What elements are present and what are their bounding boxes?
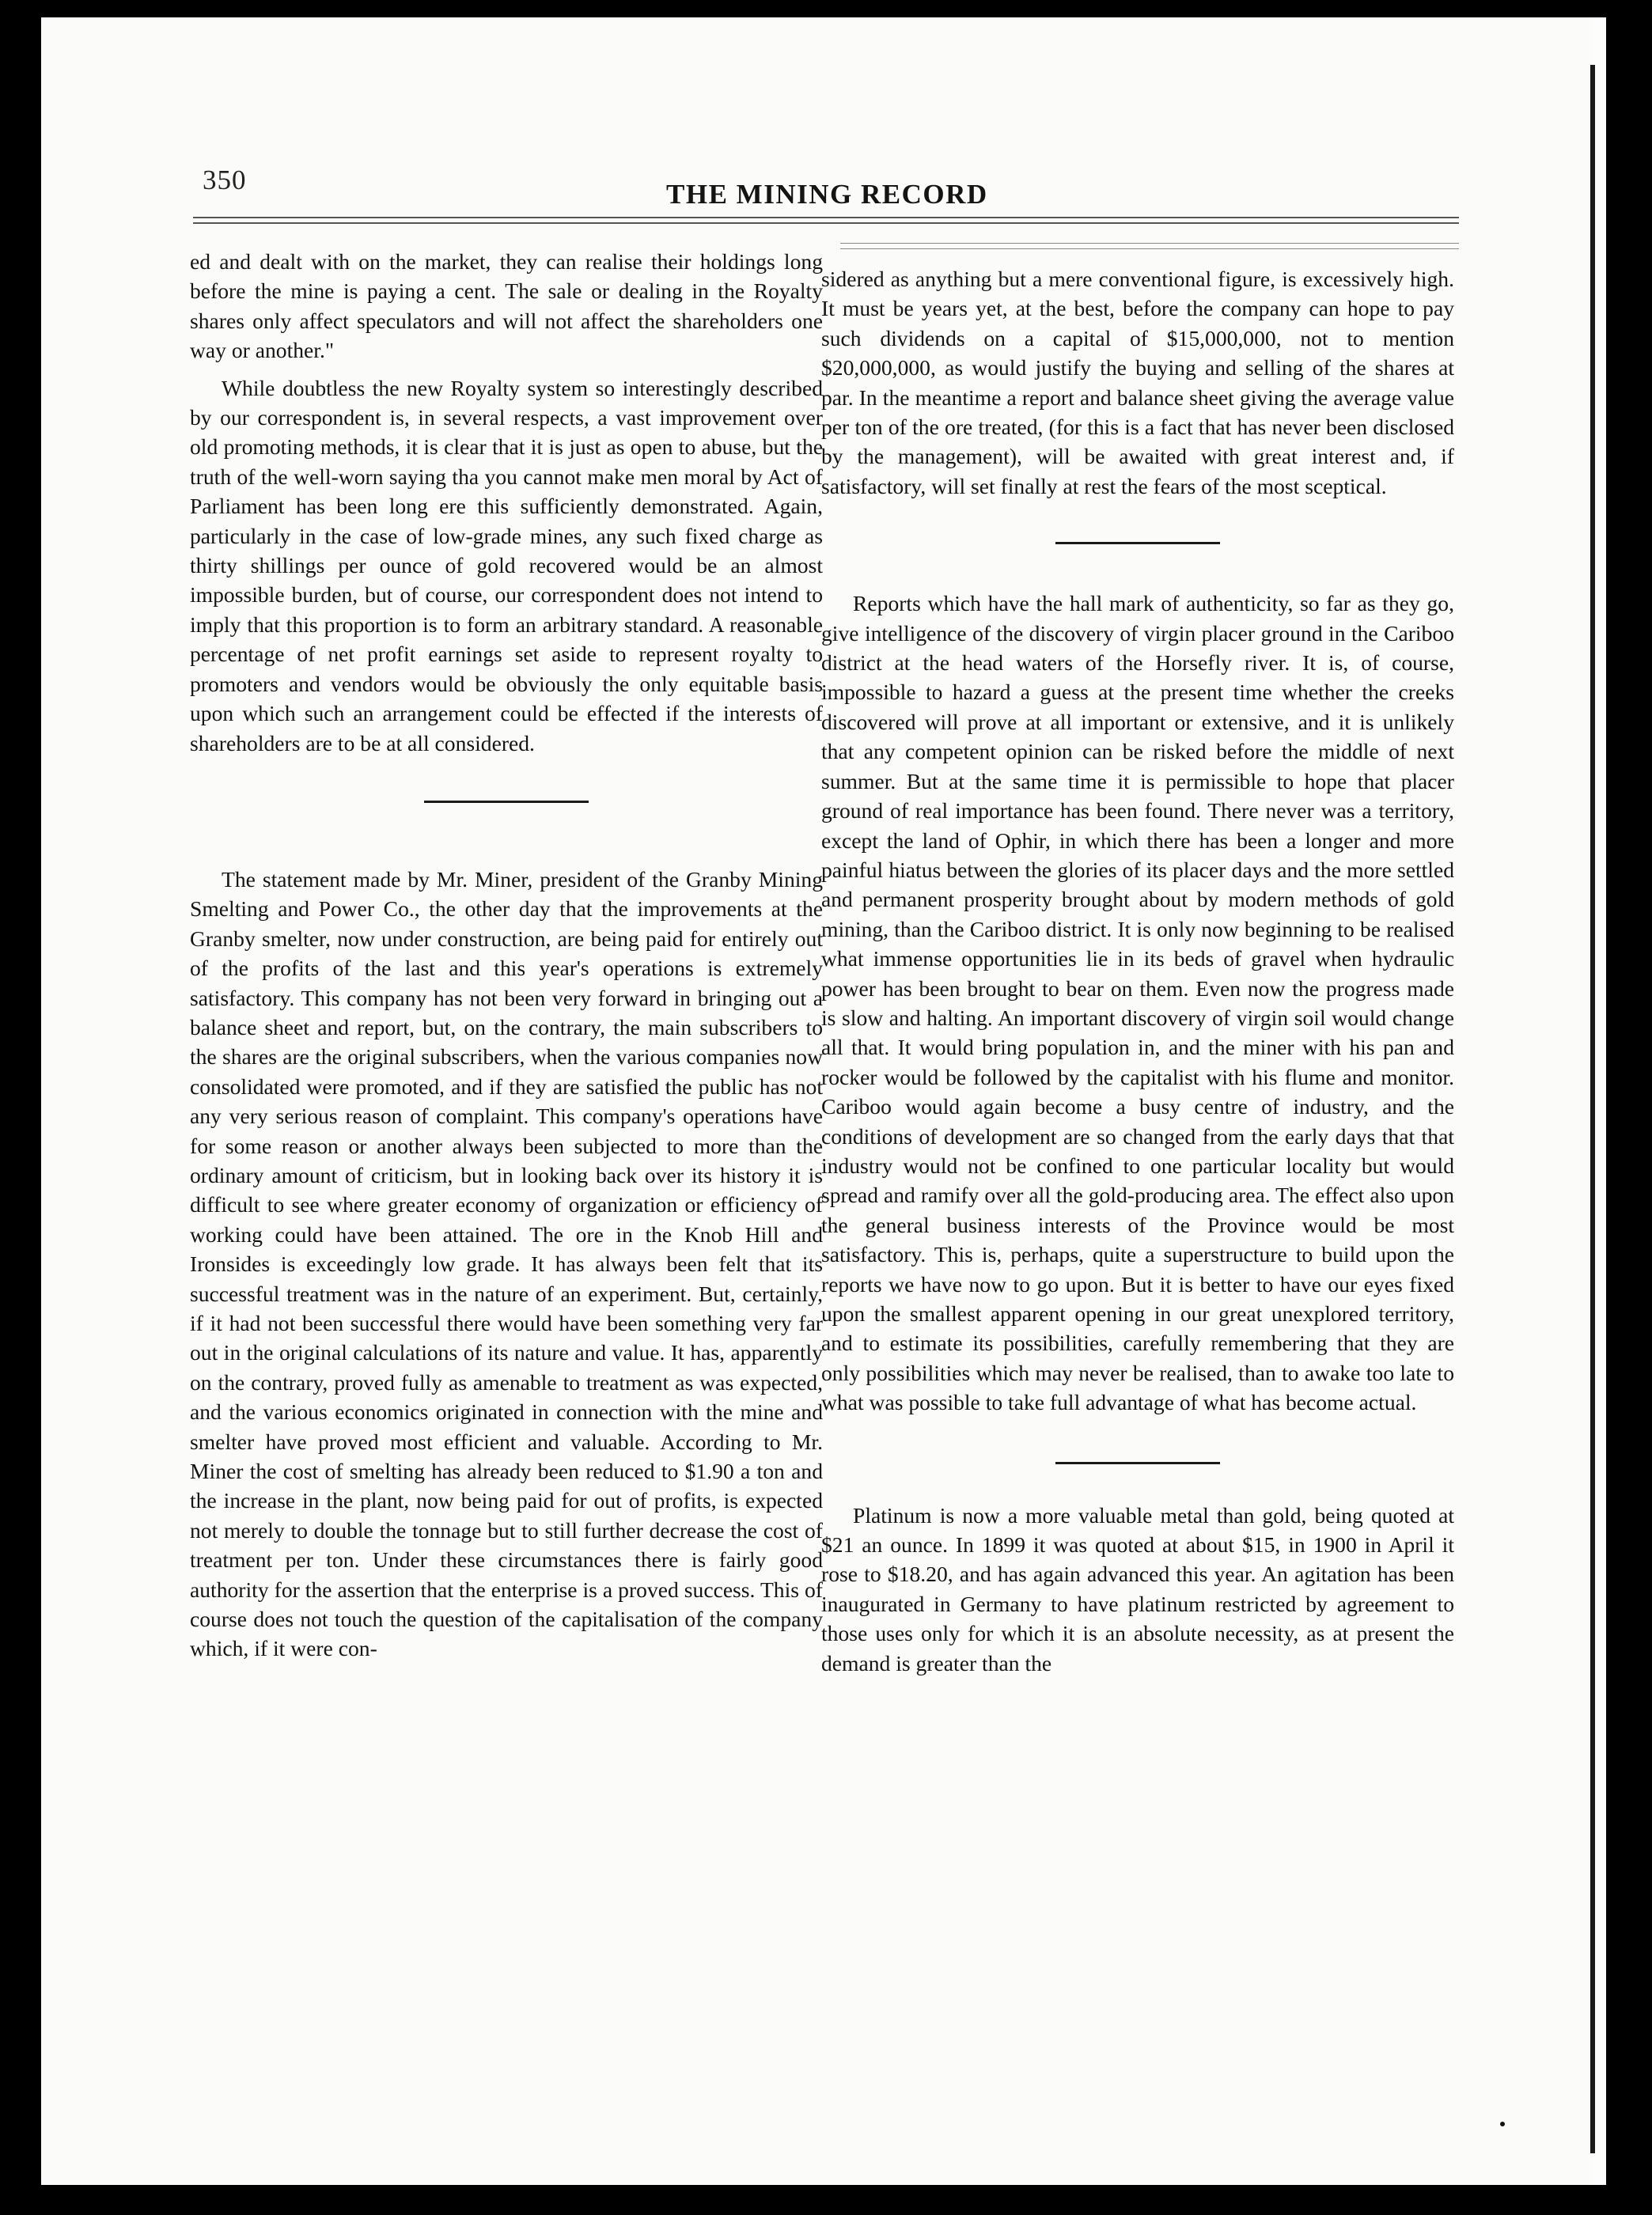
paragraph: Reports which have the hall mark of authenticity, so far as they go, give intelligence of the discovery of virgin placer ground in the Cariboo district at the head waters of the Horsefly river. It is, of course, impossible to hazard a guess at the present time whether the creeks discovered will prove at all important or extensive, and it is unlikely that any competent opinion can be risked before the middle of next summer. But at the same time it is permissible to hope that placer ground of real importance has been found. There never was a territory, except the land of Ophir, in which there has been a longer and more painful hiatus between the glories of its placer days and the more settled and permanent prosperity brought about by modern methods of gold mining, than the Cariboo district. It is only now beginning to be realised what immense opportunities lie in its beds of gravel when hydraulic power has been brought to bear on them. Even now the progress made is slow and halting. An important discovery of virgin soil would change all that. It would bring population in, and the miner with his pan and rocker would be followed by the capitalist with his flume and monitor. Cariboo would again become a busy centre of industry, and the conditions of development are so changed from the early days that that industry would not be confined to one particular locality but would spread and ramify over all the gold-producing area. The effect also upon the general business interests of the Province would be most satisfactory. This is, perhaps, quite a superstructure to build upon the reports we have now to go upon. But it is better to have our eyes fixed upon the smallest apparent opening in our great unexplored territory, and to estimate its possibilities, carefully remembering that they are only possibilities which may never be realised, than to awake too late to what was possible to take full advantage of what has become actual. [821,591,1454,1415]
paragraph: While doubtless the new Royalty system so interestingly described by our correspondent is, in several respects, a vast improvement over old promoting methods, it is clear that it is just as open to abuse, but the truth of the well-worn saying tha you cannot make men moral by Act of Parliament has been long ere this sufficiently demonstrated. Again, particularly in the case of low-grade mines, any such fixed charge as thirty shillings per ounce of gold recovered would be an almost impossible burden, but of course, our correspondent does not intend to imply that this proportion is to form an arbitrary standard. A reasonable percentage of net profit earnings set aside to represent royalty to promoters and vendors would be obviously the only equitable basis upon which such an arrangement could be effected if the interests of shareholders are to be at all considered. [190,375,823,755]
paragraph: Platinum is now a more valuable metal than gold, being quoted at $21 an ounce. In 1899 it was quoted at about $15, in 1900 in April it rose to $18.20, and has again advanced this year. An agitation has been inaugurated in Germany to have platinum restricted by agreement to those uses only for which it is an absolute necessity, as at present the demand is greater than the [821,1502,1454,1675]
header-rule [193,222,1459,224]
section-separator [1055,542,1220,544]
header-rule-right [840,243,1459,244]
binding-line [1590,65,1595,2153]
running-head-title: THE MINING RECORD [666,179,988,210]
left-column [190,247,823,1664]
scanned-page [41,17,1606,2185]
section-separator [1055,1462,1220,1464]
section-separator [424,801,589,803]
paragraph: The statement made by Mr. Miner, president of the Granby Mining Smelting and Power Co., the other day that the improvements at the Granby smelter, now under construction, are being paid for entirely out of the profits of the last and this year's operations is extremely satisfactory. This company has not been very forward in bringing out a balance sheet and report, but, on the contrary, the main subscribers to the shares are the original subscribers, when the various companies now consolidated were promoted, and if they are satisfied the public has not any very serious reason of complaint. This company's operations have for some reason or another always been subjected to more than the ordinary amount of criticism, but in looking back over its history it is difficult to see where greater economy of organization or efficiency of working could have been attained. The ore in the Knob Hill and Ironsides is exceedingly low grade. It has always been felt that its successful treatment was in the nature of an experiment. But, certainly, if it had not been successful there would have been something very far out in the original calculations of its nature and value. It has, apparently on the contrary, proved fully as amenable to treatment as was expected, and the various economics originated in connection with the mine and smelter have proved most efficient and valuable. According to Mr. Miner the cost of smelting has already been reduced to $1.90 a ton and the increase in the plant, now being paid for out of profits, is expected not merely to double the tonnage but to still further decrease the cost of treatment per ton. Under these circumstances there is fairly good authority for the assertion that the enterprise is a proved success. This of course does not touch the question of the capitalisation of the company which, if it were con- [190,866,823,1661]
header-rule-right [840,248,1459,249]
paragraph: sidered as anything but a mere conventional figure, is excessively high. It must be years yet, at the best, before the company can hope to pay such dividends on a capital of $15,000,000, not to mention $20,000,000, as would justify the buying and selling of the shares at par. In the meantime a report and balance sheet giving the average value per ton of the ore treated, (for this is a fact that has never been disclosed by the management), will be awaited with great interest and, if satisfactory, will set finally at rest the fears of the most sceptical. [821,267,1454,498]
page-number: 350 [203,165,247,195]
header-rule [193,217,1459,218]
scan-speck [1500,2122,1505,2126]
right-column [821,264,1454,1678]
paragraph: ed and dealt with on the market, they can realise their holdings long before the mine is paying a cent. The sale or dealing in the Royalty shares only affect speculators and will not affect the shareholders one way or another." [190,249,823,363]
